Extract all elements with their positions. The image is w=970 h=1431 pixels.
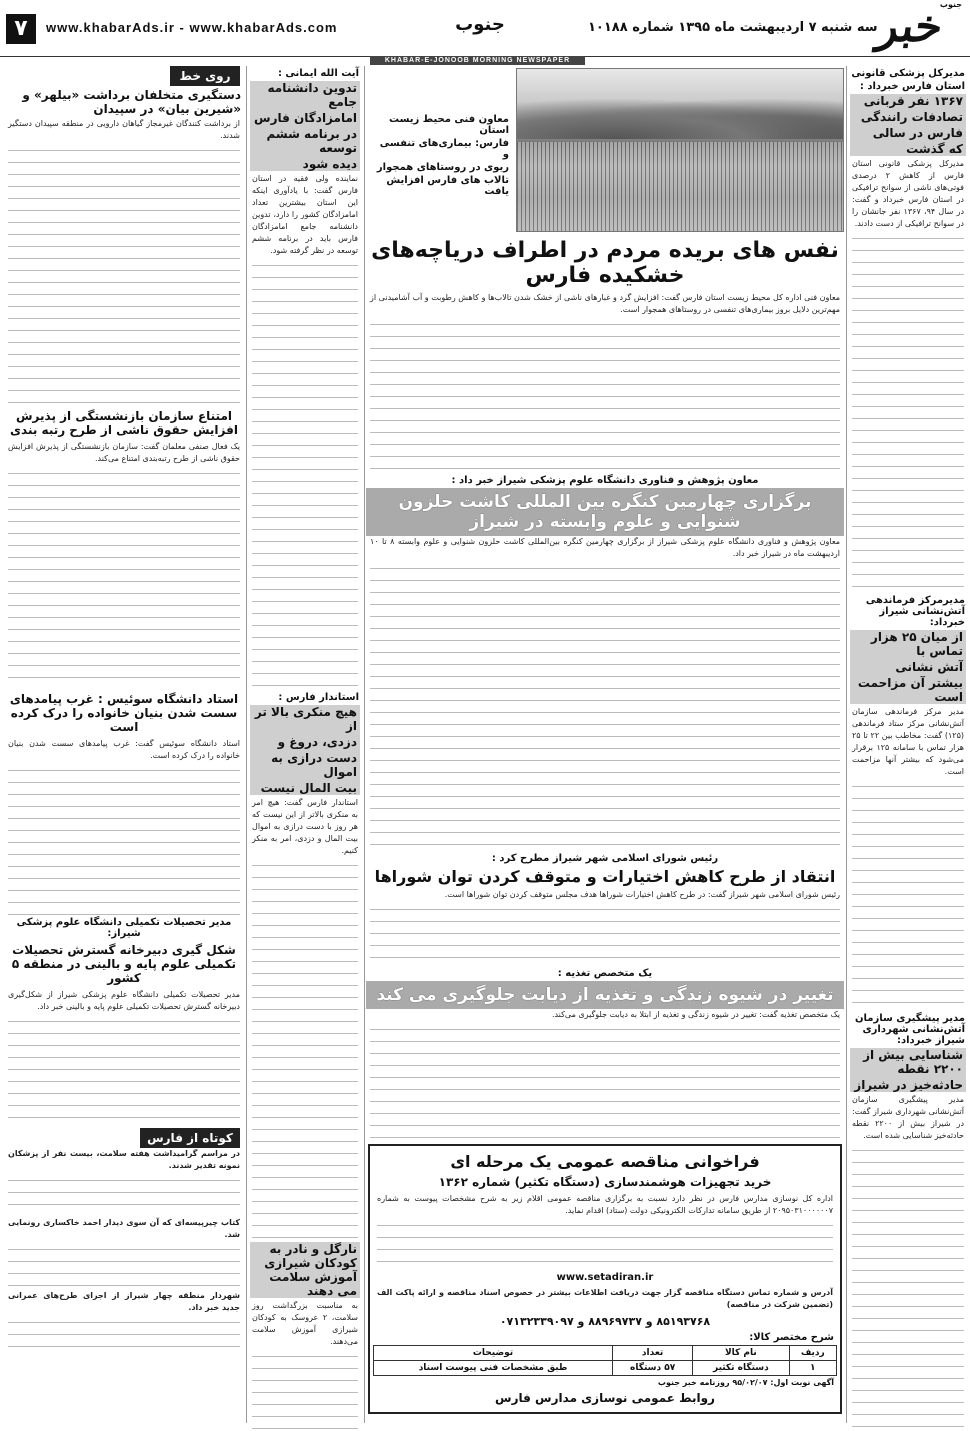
kicker: مدیرمرکز فرماندهی آتش‌نشانی شیراز خبرداد: <box>865 595 965 628</box>
headline: تصادفات رانندگی <box>860 110 963 124</box>
article-text-block <box>8 1317 240 1357</box>
short-news-item: در مراسم گرامیداشت هفته سلامت، بیست نفر از پزشکان نمونه تقدیر شدند. <box>8 1149 240 1170</box>
table-row <box>374 1361 837 1376</box>
short-news-item: شهردار منطقه چهار شیراز از اجرای طرح‌های عمرانی جدید خبر داد. <box>8 1291 240 1312</box>
headline-box <box>250 81 360 171</box>
article-text-block <box>852 781 964 1011</box>
caption-line: ریوی در روستاهای همجوار <box>376 162 509 173</box>
newspaper-logo: خبر <box>874 1 947 52</box>
article-text-block <box>852 1145 964 1431</box>
article-body: مدیر مرکز فرماندهی سازمان آتش‌نشانی مرکز ستاد فرماندهی (۱۲۵) گفت: مخاطب بین ۲۲ تا ۲۵ هزار تماس با سامانه ۱۲۵ برقرار می‌شود که بیشتر آنها مزاحمت است. <box>852 707 964 776</box>
section-header-kootah: کوتاه از فارس <box>140 1128 240 1148</box>
tender-summary-label: شرح مختصر کالا: <box>749 1332 834 1343</box>
tender-contact: آدرس و شماره تماس دستگاه مناقصه گزار جهت دریافت اطلاعات بیشتر در خصوص اسناد مناقصه و ارائه پاکت الف (تضمین شرکت در مناقصه) <box>377 1288 833 1309</box>
dry-lake-photo <box>516 68 844 232</box>
tender-footer: روابط عمومی نوسازی مدارس فارس <box>495 1391 715 1405</box>
column-divider <box>246 66 247 1423</box>
right-column <box>848 66 968 1423</box>
table-cell: ۱ <box>789 1361 836 1376</box>
headline: هیچ منکری بالا تر از <box>254 705 357 733</box>
congress-body: معاون پژوهش و فناوری دانشگاه علوم پزشکی شیراز از برگزاری چهارمین کنگره بین‌المللی کاشت حلزون شنوایی و علوم وابسته ۸ تا ۱۰ اردیبهشت ماه در شیراز خبر داد. <box>370 537 840 558</box>
congress-headline: برگزاری چهارمین کنگره بین المللی کاشت حلزون شنوایی و علوم وابسته در شیراز <box>366 488 844 536</box>
column-header: تعداد <box>613 1346 693 1361</box>
logo-subtitle: جنوب <box>939 0 962 9</box>
column-divider <box>364 66 365 1423</box>
table-cell: دستگاه تکثیر <box>693 1361 789 1376</box>
headline: شکل گیری دبیرخانه گسترش تحصیلات تکمیلی علوم پایه و بالینی در منطقه ۵ کشور <box>11 943 237 985</box>
left-column <box>4 66 244 1423</box>
kicker: استان فارس خبرداد : <box>859 81 965 92</box>
page-header <box>0 0 970 56</box>
tender-table-header <box>374 1346 837 1361</box>
article-text-block <box>8 765 240 915</box>
headline: که گذشت <box>906 142 963 156</box>
article-text-block <box>252 260 358 690</box>
site-url[interactable]: www.khabarAds.ir - www.khabarAds.com <box>46 20 338 35</box>
article-text-block <box>8 1016 240 1126</box>
kicker: استاندار فارس : <box>278 692 359 703</box>
diabetes-text-block <box>370 1024 840 1142</box>
article-body: نماینده ولی فقیه در استان فارس گفت: با یادآوری اینکه این استان بیشترین تعداد امامزادگان کشور را دارد، تدوین دانشنامه جامع امامزادگان فارس باید در برنامه ششم توسعه در نظر گرفته شود. <box>252 174 358 255</box>
kicker: آیت الله ایمانی : <box>277 68 359 79</box>
headline: تدوین دانشنامه جامع <box>267 81 357 109</box>
column-header: ردیف <box>789 1346 836 1361</box>
tender-ad <box>368 1144 842 1414</box>
headline: فارس در سالی <box>872 126 963 140</box>
kicker: رئیس شورای اسلامی شهر شیراز مطرح کرد : <box>491 853 719 864</box>
headline-box <box>850 94 966 156</box>
headline: در برنامه ششم توسعه <box>266 127 357 155</box>
headline: امتناع سازمان بازنشستگی از پذیرش افزایش حقوق ناشی از طرح رتبه بندی <box>10 409 238 437</box>
tender-subtitle: خرید تجهیزات هوشمندسازی (دستگاه تکثیر) شماره ۱۳۶۲ <box>438 1175 772 1189</box>
headline: دزدی، دروغ و <box>277 735 357 749</box>
headline: امامزادگان فارس <box>254 111 357 125</box>
diabetes-headline: تغییر در شیوه زندگی و تغذیه از دیابت جلوگیری می کند <box>366 981 844 1009</box>
tender-body: اداره کل نوسازی مدارس فارس در نظر دارد نسبت به برگزاری مناقصه عمومی اقلام زیر به شرح مشخصات پیوست به شماره ۲۰۹۵۰۳۱۰۰۰۰۰۰۷ از طریق سامانه تدارکات الکترونیکی دولت (ستاد) اقدام نماید. <box>377 1194 833 1215</box>
article-body: از برداشت کنندگان غیرمجاز گیاهان دارویی در منطقه سپیدان دستگیر شدند. <box>8 119 240 140</box>
article-body: مدیر پیشگیری سازمان آتش‌نشانی شهرداری شیراز گفت: در شیراز بیش از ۲۲۰۰ نقطه حادثه‌خیز شناسایی شده است. <box>852 1095 965 1140</box>
headline: استاد دانشگاه سوئیس : غرب پیامدهای سست شدن بنیان خانواده را درک کرده است <box>9 692 239 734</box>
headline-box <box>850 1048 966 1092</box>
article-text-block <box>252 1351 358 1431</box>
headline: بیت المال نیست <box>260 781 357 795</box>
council-text-block <box>370 904 840 966</box>
headline: آتش نشانی <box>895 660 963 674</box>
article-body: مدیر تحصیلات تکمیلی دانشگاه علوم پزشکی شیراز از شکل‌گیری دبیرخانه گسترش تحصیلات تکمیلی علوم پایه و بالینی خبر داد. <box>8 990 240 1011</box>
page-number: ۷ <box>6 14 36 44</box>
kicker: یک متخصص تغذیه : <box>557 968 653 979</box>
headline: دستگیری متخلفان برداشت «بیلهر» و «شیرین بیان» در سپیدان <box>22 88 241 116</box>
diabetes-body: یک متخصص تغذیه گفت: تغییر در شیوه زندگی و تغذیه از ابتلا به دیابت جلوگیری می‌کند. <box>551 1010 840 1019</box>
section-header-roo-khat: روی خط <box>170 66 240 86</box>
tender-title: فراخوانی مناقصه عمومی یک مرحله ای <box>450 1152 760 1171</box>
article-body: یک فعال صنفی معلمان گفت: سازمان بازنشستگی از پذیرش افزایش حقوق ناشی از طرح رتبه‌بندی امتناع می‌کند. <box>8 442 240 463</box>
kicker: مدیر تحصیلات تکمیلی دانشگاه علوم پزشکی شیراز: <box>16 917 232 939</box>
headline: دست درازی به اموال <box>271 751 357 779</box>
caption-line: تالاب های فارس افزایش یافت <box>386 175 509 197</box>
headline-box <box>250 1242 360 1298</box>
column-header: نام کالا <box>693 1346 789 1361</box>
photo-caption <box>372 112 512 199</box>
column-header: توضیحات <box>374 1346 613 1361</box>
table-cell: طبق مشخصات فنی پیوست اسناد <box>374 1361 613 1376</box>
lead-photo-area <box>366 66 844 234</box>
headline-box <box>250 705 360 795</box>
column-divider <box>846 66 847 1423</box>
headline: شناسایی بیش از ۲۲۰۰ نقطه <box>863 1048 963 1076</box>
article-text-block <box>8 145 240 405</box>
masthead-strip: KHABAR-E-JONOOB MORNING NEWSPAPER <box>370 56 585 65</box>
lead-text-block <box>370 319 840 473</box>
kicker: مدیر پیشگیری سازمان آتش‌نشانی شهرداری شیراز خبرداد: <box>854 1013 965 1046</box>
dateline: سه شنبه ۷ اردیبهشت ماه ۱۳۹۵ شماره ۱۰۱۸۸ <box>588 20 878 35</box>
tender-text-block <box>377 1220 833 1268</box>
article-text-block <box>852 233 964 593</box>
table-cell: ۵۷ دستگاه <box>613 1361 693 1376</box>
tender-dates: آگهی نوبت اول: ۹۵/۰۲/۰۷ روزنامه خبر جنوب <box>657 1378 834 1387</box>
article-text-block <box>252 860 358 1240</box>
headline: ۱۳۶۷ نفر قربانی <box>863 94 963 108</box>
middle-column <box>248 66 362 1423</box>
article-body: به مناسبت بزرگداشت روز سلامت، ۲ عروسک به کودکان شیرازی آموزش سلامت می‌دهند. <box>252 1301 358 1346</box>
article-text-block <box>8 468 240 688</box>
lead-headline: نفس های بریده مردم در اطراف دریاچه‌های خشکیده فارس <box>371 238 839 288</box>
article-body: استاد دانشگاه سوئیس گفت: غرب پیامدهای سست شدن بنیان خانواده را درک کرده است. <box>8 739 240 760</box>
tender-website[interactable]: www.setadiran.ir <box>556 1272 654 1283</box>
headline-box <box>850 630 966 704</box>
lead-body: معاون فنی اداره کل محیط زیست استان فارس گفت: افزایش گرد و غبارهای ناشی از خشک شدن تالاب‌ها و کاهش رطوبت و آب آشامیدنی از مهم‌ترین دلایل بروز بیماری‌های تنفسی در روستاهای همجوار است. <box>370 293 840 314</box>
caption-line: معاون فنی محیط زیست استان <box>389 114 509 136</box>
article-text-block <box>8 1175 240 1215</box>
center-column <box>366 66 844 1423</box>
headline: بیشتر آن مزاحمت است <box>857 676 963 704</box>
kicker: مدیرکل پزشکی قانونی <box>851 68 965 79</box>
council-headline: انتقاد از طرح کاهش اختیارات و متوقف کردن توان شوراها <box>374 867 836 886</box>
article-body: استاندار فارس گفت: هیچ امر به منکری بالاتر از این نیست که هر روز با دست درازی به اموال بیت المال و دزدی، امر به منکر کنیم. <box>252 798 358 855</box>
congress-text-block <box>370 563 840 851</box>
headline: نارگل و نادر به کودکان شیرازی آموزش سلامت می دهند <box>264 1242 357 1298</box>
council-body: رئیس شورای اسلامی شهر شیراز گفت: در طرح کاهش اختیارات شوراها هدف مجلس متوقف کردن توان شوراها است. <box>444 890 840 899</box>
tender-phones: ۸۵۱۹۳۷۶۸ و ۸۸۹۶۹۷۳۷ و ۰۷۱۳۲۳۳۹۰۹۷ <box>499 1315 711 1328</box>
tender-table <box>373 1345 837 1376</box>
caption-line: فارس: بیماری‌های تنفسی و <box>379 138 509 160</box>
section-title: جنوب <box>455 14 505 35</box>
kicker: معاون پژوهش و فناوری دانشگاه علوم پزشکی شیراز خبر داد : <box>451 475 759 486</box>
headline: حادثه‌خیز در شیراز <box>854 1078 963 1092</box>
headline: از میان ۲۵ هزار تماس با <box>870 630 963 658</box>
article-body: مدیرکل پزشکی قانونی استان فارس از کاهش ۲ درصدی فوتی‌های ناشی از سوانح ترافیکی در استان فارس خبرداد و گفت: در سال ۹۴، ۱۳۶۷ نفر جانشان را در سوانح ترافیکی از دست دادند. <box>852 159 965 228</box>
short-news-item: کتاب چیرپیسه‌ای که آن سوی دیدار احمد خاکساری رونمایی شد. <box>8 1218 240 1239</box>
article-text-block <box>8 1244 240 1288</box>
headline: دیده شود <box>302 157 357 171</box>
